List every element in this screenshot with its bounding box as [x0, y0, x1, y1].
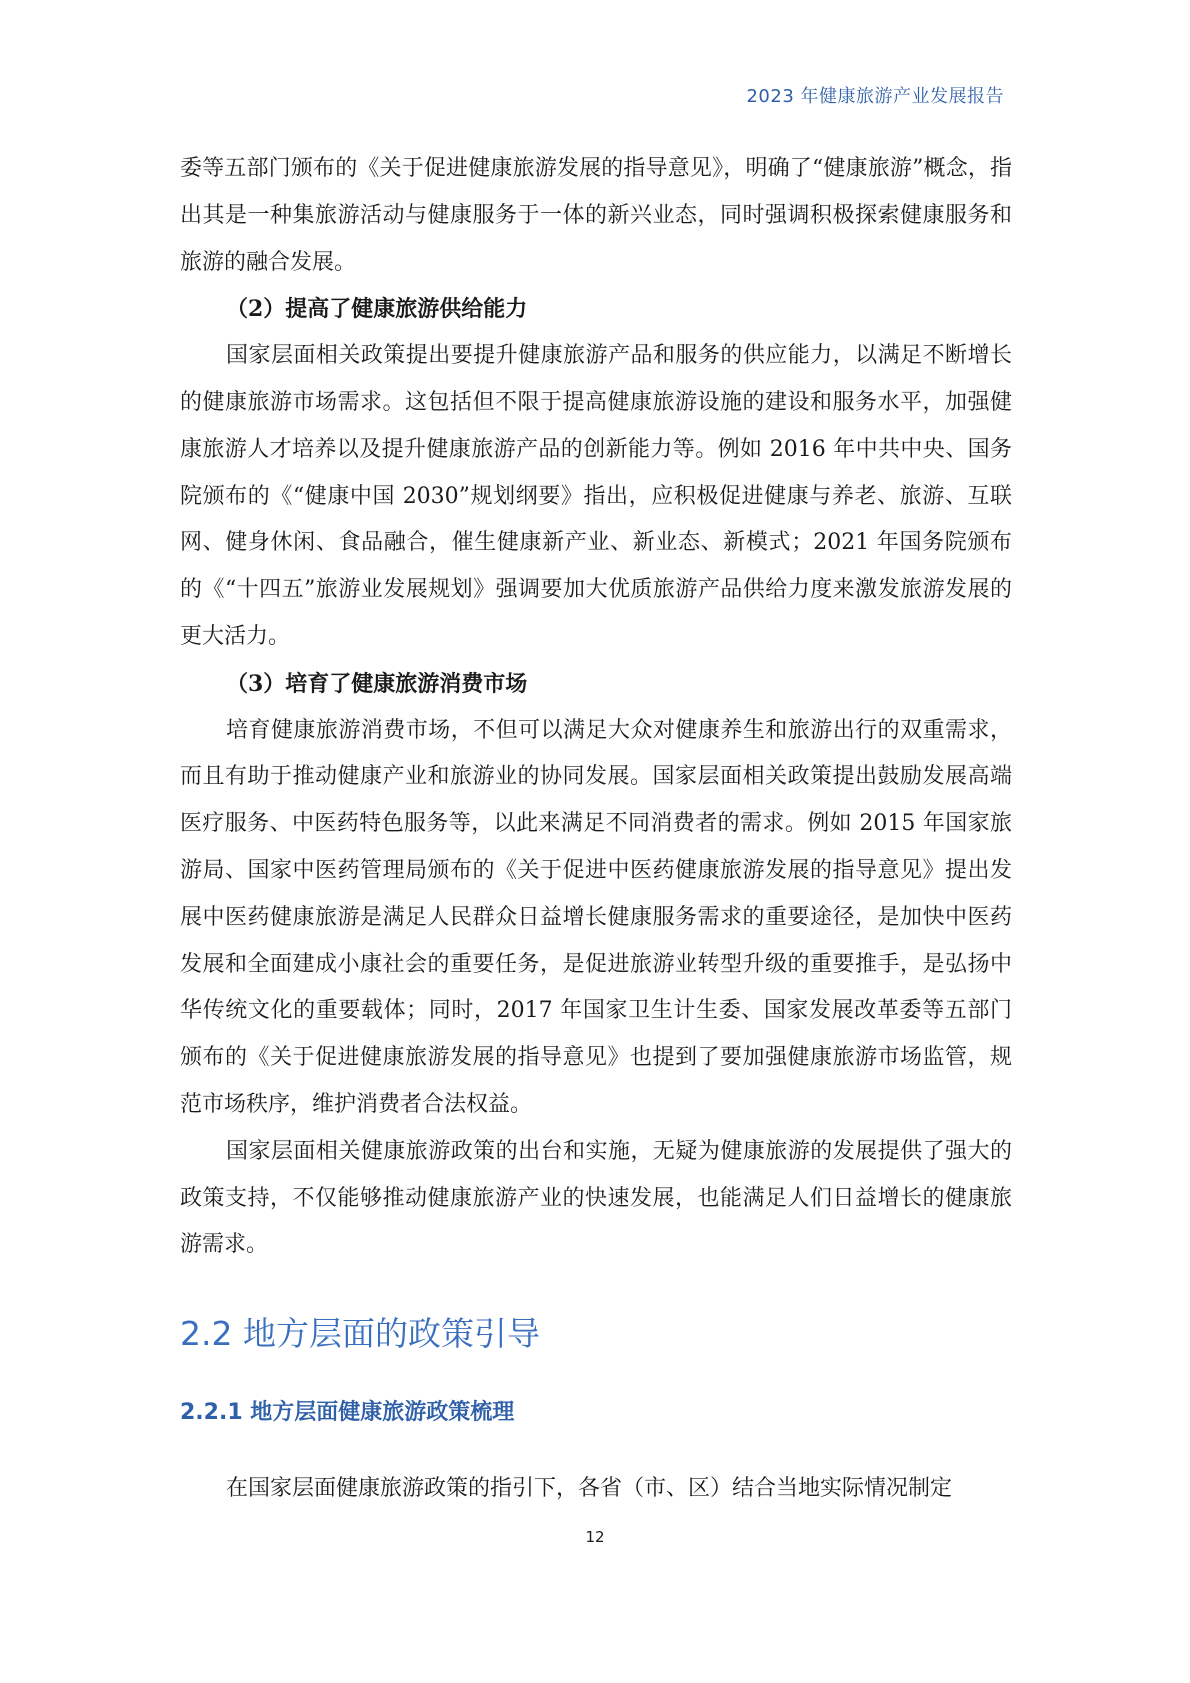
paragraph-1: 委等五部门颁布的《关于促进健康旅游发展的指导意见》，明确了“健康旅游”概念，指出其是一种集旅游活动与健康服务于一体的新兴业态，同时强调积极探索健康服务和旅游的融合发展。 — [180, 156, 1012, 275]
paragraph-4: 国家层面相关健康旅游政策的出台和实施，无疑为健康旅游的发展提供了强大的政策支持，不仅能够推动健康旅游产业的快速发展，也能满足人们日益增长的健康旅游需求。 — [180, 1138, 1012, 1258]
page-number: 12 — [585, 1528, 605, 1546]
section-title: 2.2 地方层面的政策引导 — [180, 1314, 540, 1353]
running-header: 2023 年健康旅游产业发展报告 — [746, 86, 1004, 107]
subheading-supply-capacity: （2）提高了健康旅游供给能力 — [226, 296, 528, 323]
paragraph-3: 培育健康旅游消费市场，不但可以满足大众对健康养生和旅游出行的双重需求，而且有助于推动健康产业和旅游业的协同发展。国家层面相关政策提出鼓励发展高端医疗服务、中医药特色服务等，以此来满足不同消费者的需求。例如 2015 年国家旅游局、国家中医药管理局颁布的《关于促进中医药健康旅游发展的指导意见》提出发展中医药健康旅游是满足人民群众日益增长健康服务需求的重要途径，是加快中医药发展和全面建成小康社会的重要任务，是促进旅游业转型升级的重要推手，是弘扬中华传统文化的重要载体；同时，2017 年国家卫生计生委、国家发展改革委等五部门颁布的《关于促进健康旅游发展的指导意见》也提到了要加强健康旅游市场监管，规范市场秩序，维护消费者合法权益。 — [180, 717, 1012, 1117]
body-content — [180, 146, 1012, 1269]
subsection-title: 2.2.1 地方层面健康旅游政策梳理 — [180, 1400, 515, 1425]
subheading-consumer-market: （3）培育了健康旅游消费市场 — [226, 670, 528, 697]
paragraph-2: 国家层面相关政策提出要提升健康旅游产品和服务的供应能力，以满足不断增长的健康旅游市场需求。这包括但不限于提高健康旅游设施的建设和服务水平，加强健康旅游人才培养以及提升健康旅游产品的创新能力等。例如 2016 年中共中央、国务院颁布的《“健康中国 2030”规划纲要》指出，应积极促进健康与养老、旅游、互联网、健身休闲、食品融合，催生健康新产业、新业态、新模式；2021 年国务院颁布的《“十四五”旅游业发展规划》强调要加大优质旅游产品供给力度来激发旅游发展的更大活力。 — [180, 343, 1012, 649]
paragraph-5: 在国家层面健康旅游政策的指引下，各省（市、区）结合当地实际情况制定 — [226, 1476, 953, 1501]
